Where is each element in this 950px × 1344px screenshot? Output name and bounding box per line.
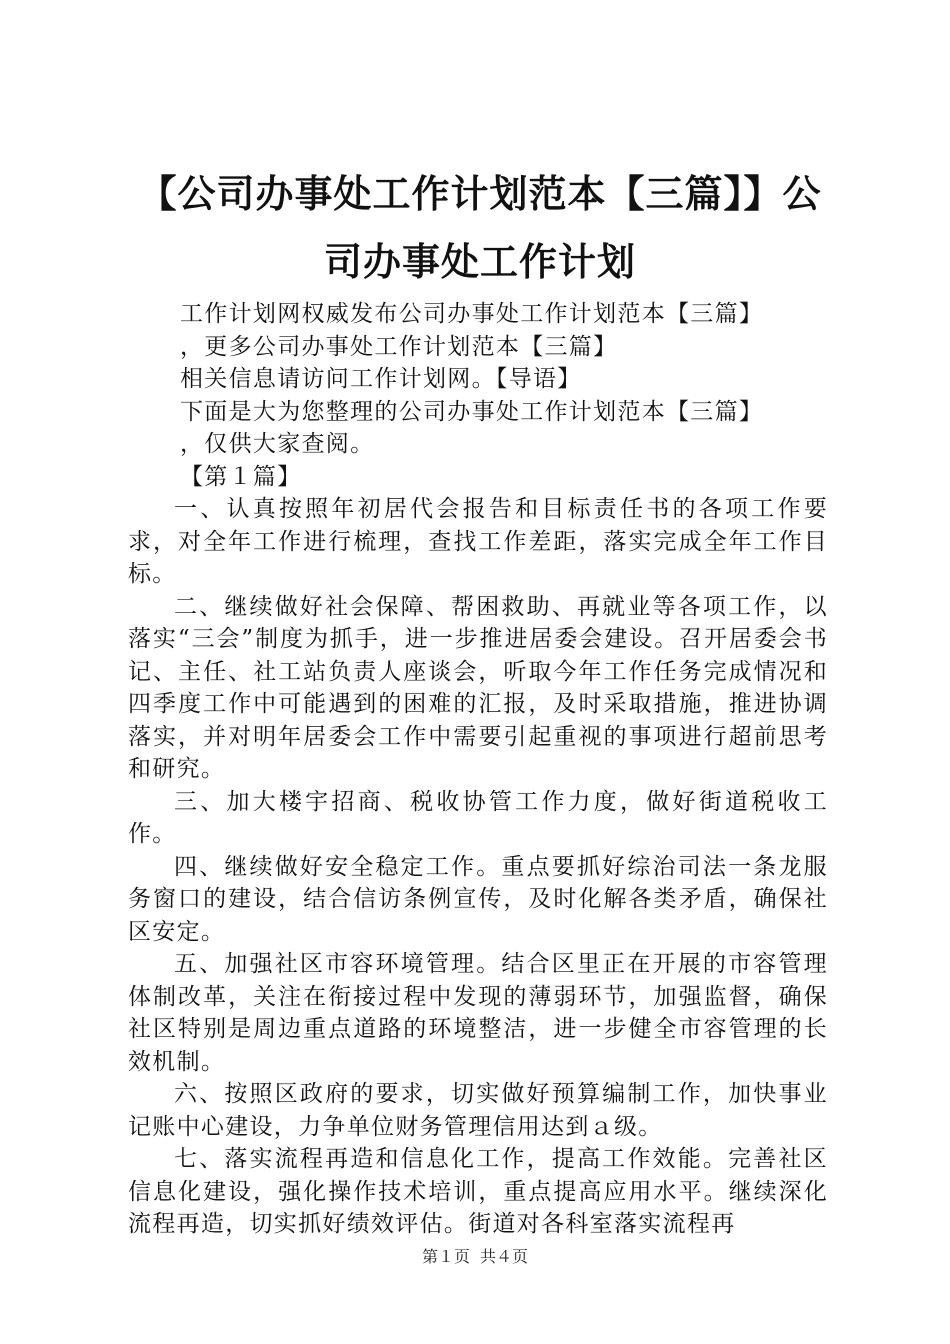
- paragraph: 一、认真按照年初居代会报告和目标责任书的各项工作要求，对全年工作进行梳理，查找工作差距，落实完成全年工作目标。: [128, 496, 828, 587]
- page-number: 第１页: [421, 1247, 470, 1266]
- paragraph: 六、按照区政府的要求，切实做好预算编制工作，加快事业记账中心建设，力争单位财务管理信用达到ａ级。: [128, 1081, 828, 1140]
- paragraph: 二、继续做好社会保障、帮困救助、再就业等各项工作，以落实“三会”制度为抓手，进一步推进居委会建设。召开居委会书记、主任、社工站负责人座谈会，听取今年工作任务完成情况和四季度工作中可能遇到的困难的汇报，及时采取措施，推进协调落实，并对明年居委会工作中需要引起重视的事项进行超前思考和研究。: [128, 593, 828, 782]
- paragraph: 三、加大楼宇招商、税收协管工作力度，做好街道税收工作。: [128, 788, 828, 847]
- intro-line: ，仅供大家查阅。: [180, 431, 375, 457]
- page-total: 共４页: [480, 1247, 529, 1266]
- page-footer: [0, 1244, 950, 1267]
- paragraph: 七、落实流程再造和信息化工作，提高工作效能。完善社区信息化建设，强化操作技术培训，重点提高应用水平。继续深化流程再造，切实抓好绩效评估。街道对各科室落实流程再: [128, 1146, 828, 1237]
- document-body: [128, 298, 828, 1241]
- paragraph: 四、继续做好安全稳定工作。重点要抓好综治司法一条龙服务窗口的建设，结合信访条例宣传，及时化解各类矛盾，确保社区安定。: [128, 853, 828, 945]
- intro-line: 下面是大为您整理的公司办事处工作计划范本【三篇】: [180, 398, 764, 425]
- document-title: 【公司办事处工作计划范本【三篇】】公司办事处工作计划: [138, 171, 822, 284]
- intro-line: 工作计划网权威发布公司办事处工作计划范本【三篇】: [180, 301, 764, 327]
- section-heading: 【第１篇】: [180, 463, 302, 490]
- intro-line: ，更多公司办事处工作计划范本【三篇】: [180, 333, 618, 360]
- paragraph: 五、加强社区市容环境管理。结合区里正在开展的市容管理体制改革，关注在衔接过程中发现的薄弱环节，加强监督，确保社区特别是周边重点道路的环境整洁，进一步健全市容管理的长效机制。: [128, 951, 828, 1075]
- intro-line: 相关信息请访问工作计划网。【导语】: [180, 366, 582, 392]
